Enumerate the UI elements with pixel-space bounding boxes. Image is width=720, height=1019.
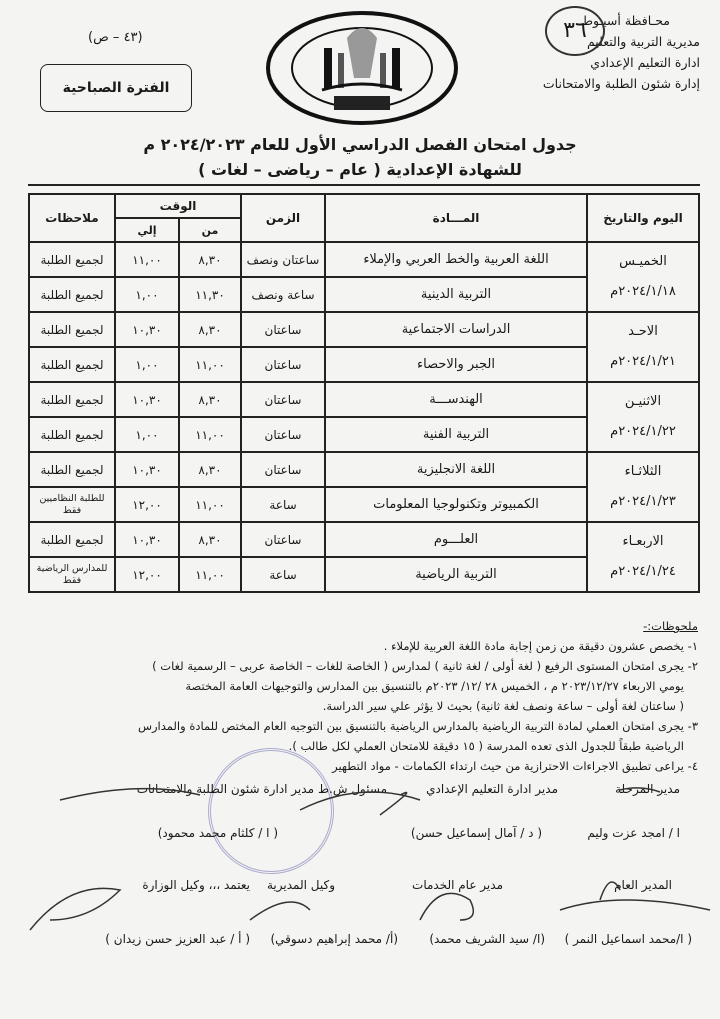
header-duration: الزمن — [241, 194, 325, 242]
day-name: الاثنيـن — [624, 394, 662, 409]
org-line: مديرية التربية والتعليم — [586, 34, 700, 49]
signature-title: يعتمد ،،، وكيل الوزارة — [142, 878, 250, 892]
signature-title: مدير ادارة التعليم الإعدادي — [426, 782, 558, 796]
from-time-cell: ١١,٠٠ — [179, 417, 241, 452]
from-time-cell: ٨,٣٠ — [179, 382, 241, 417]
signature-title: وكيل المديرية — [267, 878, 335, 892]
table-row — [29, 522, 699, 557]
signature-name: ( ا/محمد اسماعيل النمر ) — [564, 932, 692, 946]
header-notes: ملاحظات — [29, 194, 115, 242]
day-cell — [587, 242, 699, 312]
day-date: ٢٠٢٤/١/١٨م — [610, 284, 676, 299]
signature-title: مدير عام الخدمات — [412, 878, 503, 892]
subject-cell: اللغة الانجليزية — [325, 452, 587, 487]
note-cell: لجميع الطلبة — [29, 522, 115, 557]
subject-cell: التربية الفنية — [325, 417, 587, 452]
day-date: ٢٠٢٤/١/٢٣م — [610, 494, 676, 509]
from-time-cell: ١١,٠٠ — [179, 347, 241, 382]
day-name: الاربعـاء — [622, 534, 664, 549]
day-name: الخميـس — [619, 254, 667, 269]
notes-section — [18, 616, 698, 776]
signature-name: (أ/ محمد إبراهيم دسوقي) — [270, 932, 398, 946]
subject-cell: اللغة العربية والخط العربي والإملاء — [325, 242, 587, 277]
duration-cell: ساعة — [241, 557, 325, 592]
signature-name: (ا/ سيد الشريف محمد) — [429, 932, 545, 946]
header-to: إلي — [115, 218, 179, 242]
to-time-cell: ١,٠٠ — [115, 417, 179, 452]
note-cell: لجميع الطلبة — [29, 277, 115, 312]
header-from: من — [179, 218, 241, 242]
day-name: الثلاثـاء — [624, 464, 662, 479]
from-time-cell: ١١,٠٠ — [179, 487, 241, 522]
period-box: الفترة الصباحية — [40, 64, 192, 112]
duration-cell: ساعتان ونصف — [241, 242, 325, 277]
duration-cell: ساعتان — [241, 312, 325, 347]
signature-name: (ا / كلثام محمد محمود ) — [157, 826, 278, 840]
duration-cell: ساعتان — [241, 382, 325, 417]
subject-cell: الهندســـة — [325, 382, 587, 417]
org-line: محـافظة أسيـوط — [581, 13, 670, 28]
to-time-cell: ١,٠٠ — [115, 277, 179, 312]
subject-cell: الدراسات الاجتماعية — [325, 312, 587, 347]
note-cell: لجميع الطلبة — [29, 452, 115, 487]
to-time-cell: ١,٠٠ — [115, 347, 179, 382]
note-cell: لجميع الطلبة — [29, 242, 115, 277]
signature-name: ( أ / عبد العزيز حسن زيدان ) — [105, 932, 250, 946]
subject-cell: الجبر والاحصاء — [325, 347, 587, 382]
table-row — [29, 242, 699, 277]
divider — [28, 184, 700, 186]
duration-cell: ساعتان — [241, 417, 325, 452]
directorate-logo — [262, 8, 462, 128]
to-time-cell: ١١,٠٠ — [115, 242, 179, 277]
duration-cell: ساعة ونصف — [241, 277, 325, 312]
note-cell: للمدارس الرياضية فقط — [29, 557, 115, 592]
note-item: ٣- يجرى امتحان العملي لمادة التربية الرياضية بالمدارس الرياضية بالتنسيق بين التوجيه العام المختص للمادة والمدارس — [137, 719, 698, 733]
title-line-2: للشهادة الإعدادية ( عام – رياضى – لغات ) — [198, 160, 522, 179]
notes-label: ملحوظات:- — [643, 619, 698, 633]
from-time-cell: ١١,٠٠ — [179, 557, 241, 592]
to-time-cell: ١٢,٠٠ — [115, 557, 179, 592]
day-date: ٢٠٢٤/١/٢٤م — [610, 564, 676, 579]
header-time: الوقت — [115, 194, 241, 218]
duration-cell: ساعتان — [241, 522, 325, 557]
note-cell: لجميع الطلبة — [29, 312, 115, 347]
signature-title: مدير ادارة شئون الطلبة والامتحانات — [136, 782, 314, 796]
subject-cell: التربية الدينية — [325, 277, 587, 312]
note-cell: لجميع الطلبة — [29, 382, 115, 417]
note-cell: لجميع الطلبة — [29, 347, 115, 382]
day-name: الاحـد — [628, 324, 658, 339]
day-date: ٢٠٢٤/١/٢١م — [610, 354, 676, 369]
from-time-cell: ٨,٣٠ — [179, 242, 241, 277]
org-line: ادارة التعليم الإعدادي — [590, 55, 700, 70]
note-item: ٢- يجرى امتحان المستوى الرفيع ( لغة أولى / لغة ثانية ) لمدارس ( الخاصة للغات – الخاصة عربى – الرسمية لغات ) — [152, 659, 698, 673]
table-row — [29, 452, 699, 487]
note-item: الرياضية طبقاً للجدول الذى تعده المدرسة ( ١٥ دقيقة للامتحان العملي لكل طالب ). — [288, 739, 684, 753]
to-time-cell: ١٠,٣٠ — [115, 312, 179, 347]
duration-cell: ساعة — [241, 487, 325, 522]
to-time-cell: ١٠,٣٠ — [115, 452, 179, 487]
header-subject: المـــادة — [325, 194, 587, 242]
header-day: اليوم والتاريخ — [587, 194, 699, 242]
handwritten-page-number: ٣٦ — [545, 6, 605, 56]
from-time-cell: ٨,٣٠ — [179, 452, 241, 487]
subject-cell: العلـــوم — [325, 522, 587, 557]
table-row — [29, 312, 699, 347]
to-time-cell: ١٠,٣٠ — [115, 382, 179, 417]
signature-name: ا / امجد عزت وليم — [587, 826, 680, 840]
exam-schedule-table — [28, 193, 700, 593]
day-date: ٢٠٢٤/١/٢٢م — [610, 424, 676, 439]
handwritten-signatures — [0, 770, 720, 950]
signature-title: المدير العام — [614, 878, 672, 892]
duration-cell: ساعتان — [241, 452, 325, 487]
day-cell — [587, 452, 699, 522]
signature-title: مسئول ش.ط — [317, 782, 387, 796]
note-item: يومي الاربعاء ٢٠٢٣/١٢/٢٧ م ، الخميس ٢٨ /١٢/ ٢٠٢٣م بالتنسيق بين المدارس والتوجيهات العامة المختصة — [185, 679, 684, 693]
subject-cell: التربية الرياضية — [325, 557, 587, 592]
note-item: ٤- يراعى تطبيق الاجراءات الاحترازية من حيث ارتداء الكمامات - مواد التطهير — [332, 759, 698, 773]
signature-title: مدير المرحلة — [615, 782, 680, 796]
from-time-cell: ١١,٣٠ — [179, 277, 241, 312]
subject-cell: الكمبيوتر وتكنولوجيا المعلومات — [325, 487, 587, 522]
note-item: ( ساعتان لغة أولى – ساعة ونصف لغة ثانية) بحيث لا يؤثر علي سير الدراسة. — [322, 699, 684, 713]
day-cell — [587, 312, 699, 382]
title-line-1: جدول امتحان الفصل الدراسي الأول للعام ٢٠٢٤/٢٠٢٣ م — [143, 135, 577, 154]
note-cell: للطلبة النظاميين فقط — [29, 487, 115, 522]
from-time-cell: ٨,٣٠ — [179, 312, 241, 347]
to-time-cell: ١٢,٠٠ — [115, 487, 179, 522]
duration-cell: ساعتان — [241, 347, 325, 382]
note-cell: لجميع الطلبة — [29, 417, 115, 452]
day-cell — [587, 522, 699, 592]
from-time-cell: ٨,٣٠ — [179, 522, 241, 557]
form-code: (٤٣ – ص) — [88, 30, 143, 45]
day-cell — [587, 382, 699, 452]
note-item: ١- يخصص عشرون دقيقة من زمن إجابة مادة اللغة العربية للإملاء . — [383, 639, 698, 653]
signature-name: (د / آمال إسماعيل حسن ) — [410, 826, 542, 840]
document-title — [0, 132, 720, 182]
to-time-cell: ١٠,٣٠ — [115, 522, 179, 557]
org-line: إدارة شئون الطلبة والامتحانات — [542, 76, 700, 91]
table-row — [29, 382, 699, 417]
